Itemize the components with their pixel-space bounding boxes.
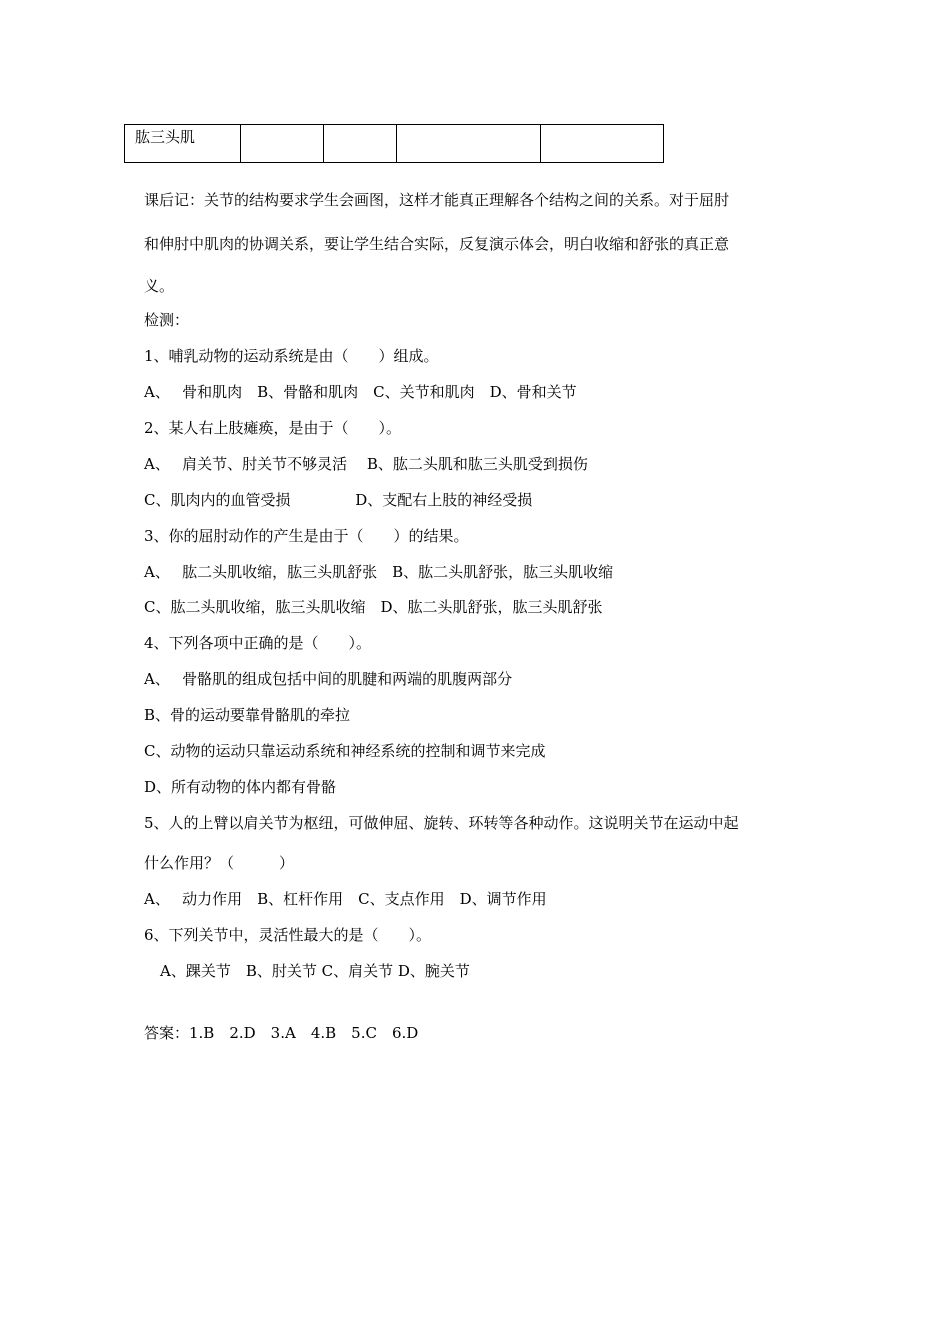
question-6: 6、下列关节中，灵活性最大的是（ ）。 [144,926,432,944]
table-cell [541,125,664,163]
question-4-option-a: A、 骨骼肌的组成包括中间的肌腱和两端的肌腹两部分 [144,670,513,688]
question-4-option-c: C、动物的运动只靠运动系统和神经系统的控制和调节来完成 [144,742,546,760]
notes-line: 课后记：关节的结构要求学生会画图，这样才能真正理解各个结构之间的关系。对于屈肘 [144,191,730,209]
question-1-options: A、 骨和肌肉 B、骨骼和肌肉 C、关节和肌肉 D、骨和关节 [144,383,577,401]
table-cell: 肱三头肌 [125,125,241,163]
question-2-options-ab: A、 肩关节、肘关节不够灵活 B、肱二头肌和肱三头肌受到损伤 [144,455,588,473]
test-heading: 检测： [144,311,190,329]
table-cell [241,125,324,163]
question-5-options: A、 动力作用 B、杠杆作用 C、支点作用 D、调节作用 [144,890,547,908]
muscle-table [124,124,664,163]
table-row [125,125,664,163]
notes-line: 义。 [144,277,175,295]
question-3: 3、你的屈肘动作的产生是由于（ ）的结果。 [144,527,469,545]
notes-line: 和伸肘中肌肉的协调关系，要让学生结合实际，反复演示体会，明白收缩和舒张的真正意 [144,235,730,253]
question-4: 4、下列各项中正确的是（ ）。 [144,634,372,652]
question-4-option-b: B、骨的运动要靠骨骼肌的牵拉 [144,706,351,724]
question-3-options-cd: C、肱二头肌收缩，肱三头肌收缩 D、肱二头肌舒张，肱三头肌舒张 [144,598,603,616]
question-2: 2、某人右上肢瘫痪，是由于（ ）。 [144,419,402,437]
question-1: 1、哺乳动物的运动系统是由（ ）组成。 [144,347,439,365]
table-cell [324,125,397,163]
question-3-options-ab: A、 肱二头肌收缩，肱三头肌舒张 B、肱二头肌舒张，肱三头肌收缩 [144,563,614,581]
table-cell [397,125,541,163]
question-2-options-cd: C、肌肉内的血管受损 D、支配右上肢的神经受损 [144,491,533,509]
question-6-options: A、踝关节 B、肘关节 C、肩关节 D、腕关节 [160,962,470,980]
answer-key: 答案：1.B 2.D 3.A 4.B 5.C 6.D [144,1024,419,1042]
question-5-line2: 什么作用？（ ） [144,854,295,872]
question-4-option-d: D、所有动物的体内都有骨骼 [144,778,337,796]
question-5-line1: 5、人的上臂以肩关节为枢纽，可做伸屈、旋转、环转等各种动作。这说明关节在运动中起 [144,814,739,832]
